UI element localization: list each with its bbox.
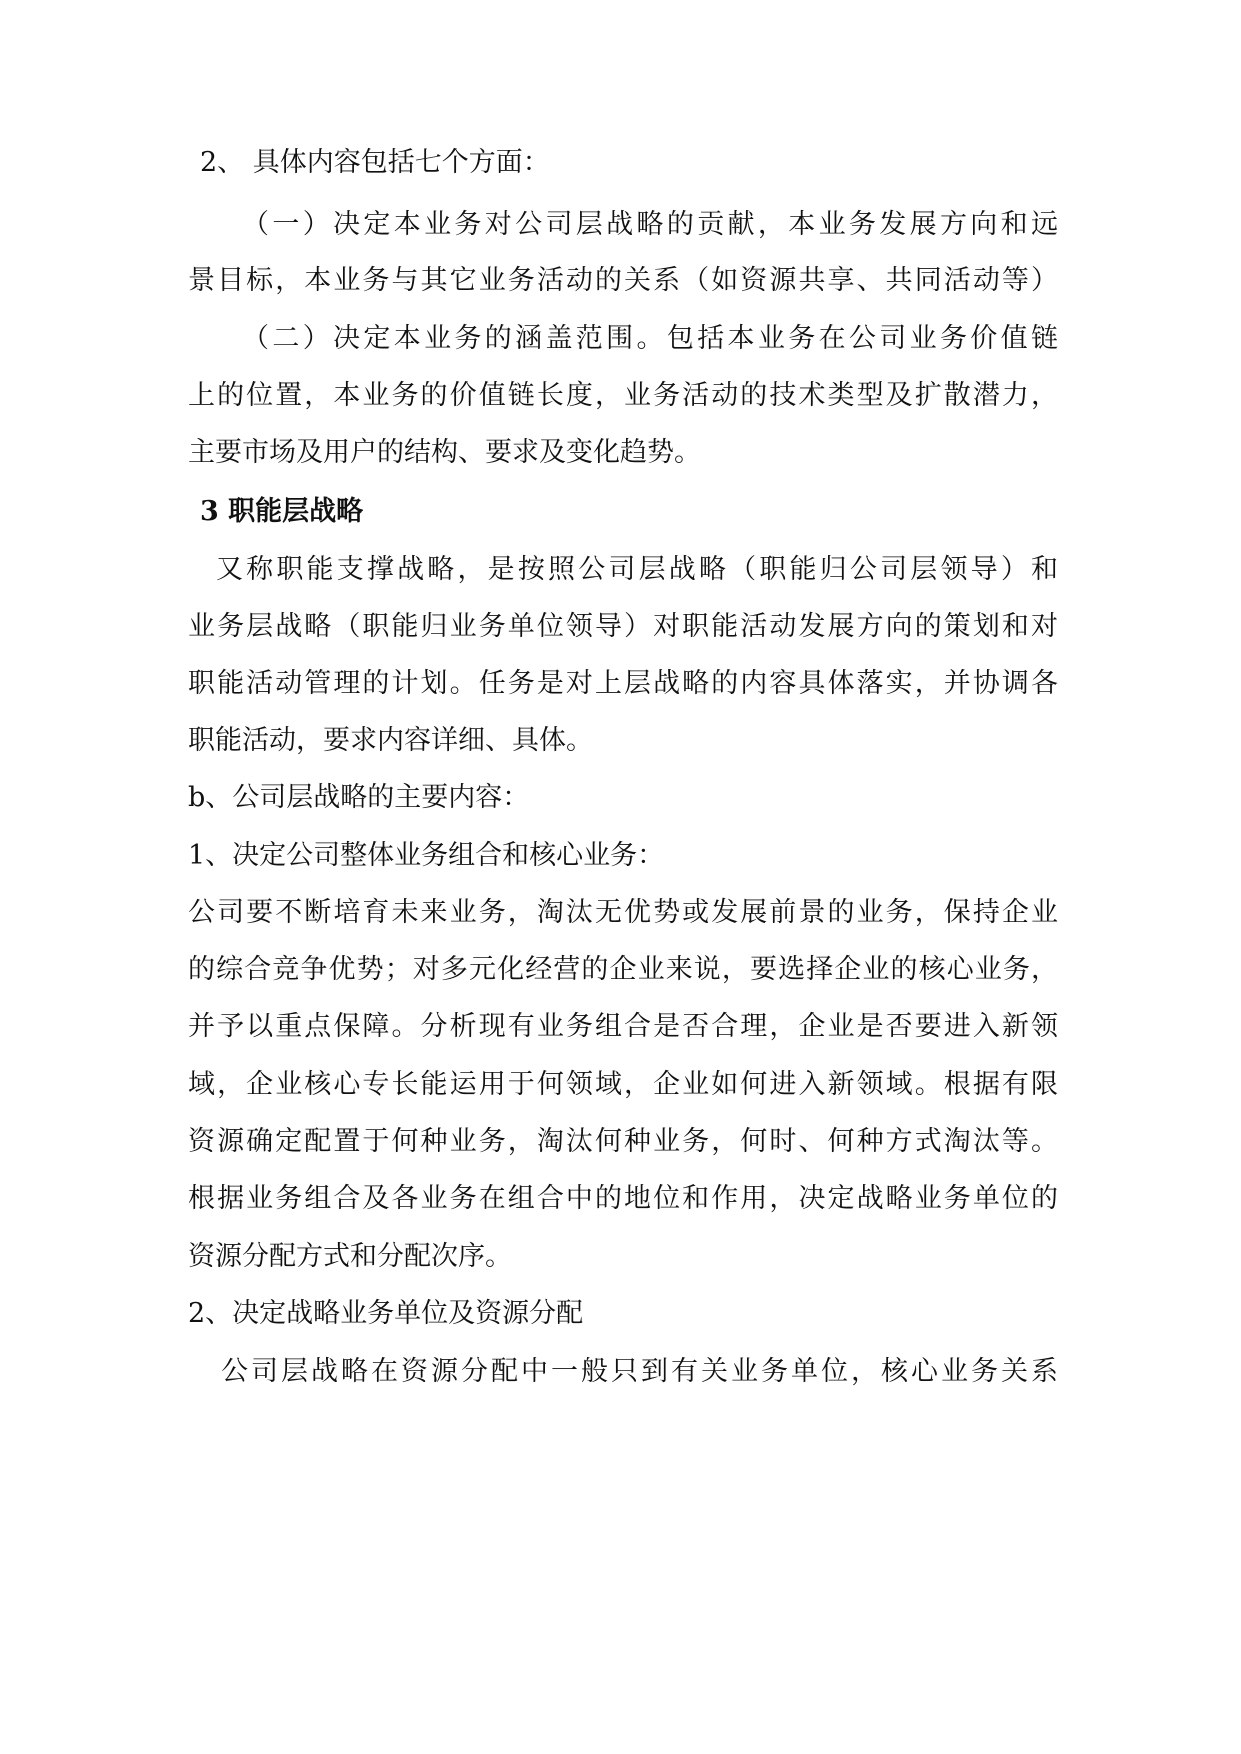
list-item-heading: 1、决定公司整体业务组合和核心业务： bbox=[188, 840, 665, 871]
list-item-heading: 2、决定战略业务单位及资源分配 bbox=[188, 1298, 584, 1329]
paragraph-line: 资源分配方式和分配次序。 bbox=[188, 1241, 512, 1272]
paragraph-line: 职能活动，要求内容详细、具体。 bbox=[188, 725, 593, 756]
paragraph-line: 的综合竞争优势；对多元化经营的企业来说，要选择企业的核心业务， bbox=[188, 954, 1058, 985]
paragraph-line: 根据业务组合及各业务在组合中的地位和作用，决定战略业务单位的 bbox=[188, 1183, 1058, 1214]
paragraph-line: 主要市场及用户的结构、要求及变化趋势。 bbox=[188, 437, 701, 468]
paragraph-line: 又称职能支撑战略，是按照公司层战略（职能归公司层领导）和 bbox=[216, 554, 1058, 585]
paragraph-line: 域，企业核心专长能运用于何领域，企业如何进入新领域。根据有限 bbox=[188, 1069, 1058, 1100]
section-heading: 3 职能层战略 bbox=[200, 496, 364, 527]
subsection-heading: b、公司层战略的主要内容： bbox=[188, 782, 530, 813]
paragraph-line: （二）决定本业务的涵盖范围。包括本业务在公司业务价值链 bbox=[242, 323, 1058, 354]
paragraph-line: 职能活动管理的计划。任务是对上层战略的内容具体落实，并协调各 bbox=[188, 668, 1058, 699]
paragraph-line: （一）决定本业务对公司层战略的贡献，本业务发展方向和远 bbox=[242, 209, 1058, 240]
paragraph-line: 景目标，本业务与其它业务活动的关系（如资源共享、共同活动等） bbox=[188, 265, 1058, 296]
paragraph-line: 公司层战略在资源分配中一般只到有关业务单位，核心业务关系 bbox=[221, 1356, 1058, 1387]
list-item-intro: 2、 具体内容包括七个方面： bbox=[200, 147, 550, 178]
paragraph-line: 公司要不断培育未来业务，淘汰无优势或发展前景的业务，保持企业 bbox=[188, 897, 1058, 928]
paragraph-line: 并予以重点保障。分析现有业务组合是否合理，企业是否要进入新领 bbox=[188, 1011, 1058, 1042]
paragraph-line: 资源确定配置于何种业务，淘汰何种业务，何时、何种方式淘汰等。 bbox=[188, 1126, 1058, 1157]
paragraph-line: 业务层战略（职能归业务单位领导）对职能活动发展方向的策划和对 bbox=[188, 611, 1058, 642]
paragraph-line: 上的位置，本业务的价值链长度，业务活动的技术类型及扩散潜力， bbox=[188, 380, 1058, 411]
